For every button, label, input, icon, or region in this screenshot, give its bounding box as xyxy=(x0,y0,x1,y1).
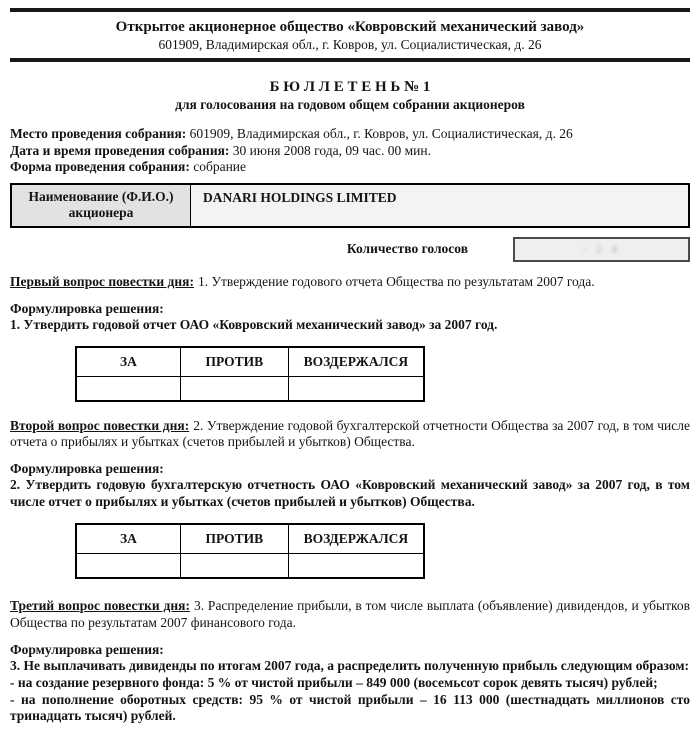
header-rule-top xyxy=(10,8,690,12)
votes-count-box[interactable] xyxy=(513,237,690,262)
meeting-form-label: Форма проведения собрания: xyxy=(10,159,190,175)
resolution-1-label: Формулировка решения: xyxy=(10,300,164,316)
resolution-3-paragraph-3: - на пополнение оборотных средств: 95 % от чистой прибыли – 16 113 000 (шестнадцать миллионов сто тринадцать тысяч) рублей. xyxy=(10,691,690,724)
vote-option-for: ЗА xyxy=(76,347,180,377)
meeting-datetime-value: 30 июня 2008 года, 09 час. 00 мин. xyxy=(232,142,431,158)
votes-label: Количество голосов xyxy=(346,241,468,257)
resolution-3-label: Формулировка решения: xyxy=(10,641,164,657)
question-2-text: 2. Утверждение годовой бухгалтерской отчетности Общества за 2007 год, в том числе отчета о прибылях и убытках (счетов прибылей и убытков) Общества. xyxy=(10,417,691,450)
vote-table-1-input-row xyxy=(76,376,424,401)
meeting-info xyxy=(10,126,690,176)
vote-table-1-header-row xyxy=(76,347,424,377)
meeting-place-value: 601909, Владимирская обл., г. Ковров, ул. Социалистическая, д. 26 xyxy=(189,126,573,141)
vote-table-1 xyxy=(75,346,425,402)
votes-count-value: - 2 4 xyxy=(583,241,620,256)
question-2-line xyxy=(10,418,690,452)
vote-table-2-header-row xyxy=(76,524,424,554)
meeting-form-row xyxy=(10,159,690,176)
shareholder-name-cell: DANARI HOLDINGS LIMITED xyxy=(191,184,690,227)
ballot-title: Б Ю Л Л Е Т Е Н Ь № 1 xyxy=(269,79,431,95)
meeting-form-value: собрание xyxy=(193,159,247,175)
meeting-datetime-row xyxy=(10,143,690,160)
vote-cell-2-for[interactable] xyxy=(76,554,180,579)
resolution-1-text: 1. Утвердить годовой отчет ОАО «Ковровский механический завод» за 2007 год. xyxy=(10,316,498,332)
vote-cell-1-for[interactable] xyxy=(76,376,180,401)
vote-option-abstain: ВОЗДЕРЖАЛСЯ xyxy=(288,524,424,554)
question-1-line xyxy=(10,274,690,291)
resolution-2-label: Формулировка решения: xyxy=(10,461,164,477)
question-1-text: 1. Утверждение годового отчета Общества по результатам 2007 года. xyxy=(197,273,595,289)
question-3-text: 3. Распределение прибыли, в том числе выплата (объявление) дивидендов, и убытков Общества по результатам 2007 финансового года. xyxy=(10,598,690,630)
shareholder-row xyxy=(11,184,689,227)
shareholder-label-cell: Наименование (Ф.И.О.) акционера xyxy=(11,184,191,227)
question-3-heading: Третий вопрос повестки дня: xyxy=(10,598,190,614)
meeting-datetime-label: Дата и время проведения собрания: xyxy=(10,142,230,158)
vote-cell-2-against[interactable] xyxy=(180,554,288,579)
meeting-place-row xyxy=(10,126,690,143)
company-address: 601909, Владимирская обл., г. Ковров, ул. Социалистическая, д. 26 xyxy=(158,37,542,52)
question-2-heading: Второй вопрос повестки дня: xyxy=(10,417,190,433)
vote-option-against: ПРОТИВ xyxy=(180,524,288,554)
company-name: Открытое акционерное общество «Ковровский механический завод» xyxy=(115,19,585,35)
header-rule-bottom xyxy=(10,58,690,62)
resolution-3-paragraph-1: 3. Не выплачивать дивиденды по итогам 2007 года, а распределить полученную прибыль следующим образом: xyxy=(10,657,690,673)
ballot-subtitle: для голосования на годовом общем собрании акционеров xyxy=(175,97,525,112)
votes-row xyxy=(10,237,690,262)
vote-cell-1-against[interactable] xyxy=(180,376,288,401)
shareholder-table xyxy=(10,183,690,228)
vote-option-for: ЗА xyxy=(76,524,180,554)
resolution-3-paragraph-2: - на создание резервного фонда: 5 % от чистой прибыли – 849 000 (восемьсот сорок девять тысяч) рублей; xyxy=(10,674,658,690)
question-3-line xyxy=(10,598,690,632)
vote-cell-2-abstain[interactable] xyxy=(288,554,424,579)
vote-option-abstain: ВОЗДЕРЖАЛСЯ xyxy=(288,347,424,377)
vote-option-against: ПРОТИВ xyxy=(180,347,288,377)
vote-table-2 xyxy=(75,523,425,579)
resolution-2-text: 2. Утвердить годовую бухгалтерскую отчетность ОАО «Ковровский механический завод» за 2007 год, в том числе отчет о прибылях и убытках (счетов прибылей и убытков) Общества. xyxy=(10,477,690,510)
question-1-heading: Первый вопрос повестки дня: xyxy=(10,273,194,289)
vote-cell-1-abstain[interactable] xyxy=(288,376,424,401)
meeting-place-label: Место проведения собрания: xyxy=(10,126,187,141)
vote-table-2-input-row xyxy=(76,554,424,579)
